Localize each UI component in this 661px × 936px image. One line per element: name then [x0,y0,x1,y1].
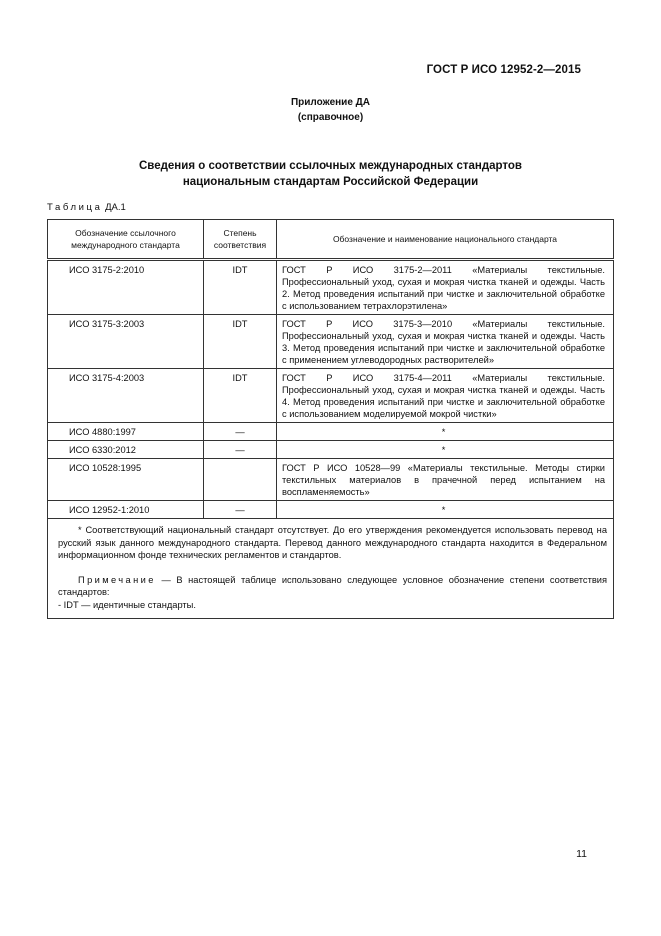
cell-degree: IDT [204,369,277,423]
table-notes [48,519,614,619]
note-item: - IDT — идентичные стандарты. [58,599,196,610]
cell-reference: ИСО 4880:1997 [48,423,204,441]
cell-reference: ИСО 6330:2012 [48,441,204,459]
cell-degree: — [204,423,277,441]
table-row [48,501,614,519]
cell-reference: ИСО 3175-3:2003 [48,315,204,369]
cell-reference: ИСО 3175-4:2003 [48,369,204,423]
header-national-standard: Обозначение и наименование национального стандарта [277,220,614,260]
cell-degree: — [204,501,277,519]
header-reference-standard: Обозначение ссылочного международного стандарта [48,220,204,260]
cell-reference: ИСО 3175-2:2010 [48,260,204,315]
cell-national: ГОСТ Р ИСО 10528—99 «Материалы текстильные. Методы стирки текстильных материалов в прачечной перед испытанием на воспламеняемость» [277,459,614,501]
header-degree: Степень соответствия [204,220,277,260]
cell-reference: ИСО 12952-1:2010 [48,501,204,519]
table-row [48,459,614,501]
cell-national: ГОСТ Р ИСО 3175-4—2011 «Материалы текстильные. Профессиональный уход, сухая и мокрая чистка тканей и одежды. Часть 4. Метод проведения испытаний при чистке и заключительной обработке с использованием моделируемой мокрой чистки» [277,369,614,423]
table-header-row [48,220,614,260]
table-caption-number: ДА.1 [105,202,126,213]
cell-national: * [277,423,614,441]
note-label: Примечание [78,574,156,585]
cell-reference: ИСО 10528:1995 [48,459,204,501]
cell-degree: — [204,441,277,459]
table-row [48,441,614,459]
table-row [48,369,614,423]
cell-national: * [277,441,614,459]
appendix-heading [0,95,661,125]
section-title-line-1: Сведения о соответствии ссылочных международных стандартов [138,160,522,172]
table-row [48,423,614,441]
section-title [0,158,661,190]
table-caption-label: Таблица [47,202,103,213]
cell-national: * [277,501,614,519]
table-row [48,315,614,369]
table-note [58,574,607,599]
table-footnote: * Соответствующий национальный стандарт отсутствует. До его утверждения рекомендуется использовать перевод на русский язык данного международного стандарта. Перевод данного международного стандарта находится в Федеральном информационном фонде технических регламентов и стандартов. [58,525,607,560]
document-code: ГОСТ Р ИСО 12952-2—2015 [426,64,581,76]
section-title-line-2: национальным стандартам Российской Федерации [182,176,479,188]
correspondence-table [47,219,614,619]
page-number: 11 [576,848,587,860]
table-caption [47,202,126,213]
cell-national: ГОСТ Р ИСО 3175-3—2010 «Материалы текстильные. Профессиональный уход, сухая и мокрая чистка тканей и одежды. Часть 3. Метод проведения испытаний при чистке и заключительной обработке с применением углеводородных растворителей» [277,315,614,369]
table-notes-row [48,519,614,619]
appendix-title: Приложение ДА [290,97,371,108]
appendix-subtitle: (справочное) [297,112,364,123]
cell-national: ГОСТ Р ИСО 3175-2—2011 «Материалы текстильные. Профессиональный уход, сухая и мокрая чистка тканей и одежды. Часть 2. Метод проведения испытаний при чистке и заключительной обработке с использованием тетрахлорэтилена» [277,260,614,315]
table-row [48,260,614,315]
cell-degree: IDT [204,260,277,315]
cell-degree [204,459,277,501]
cell-degree: IDT [204,315,277,369]
note-text: — В настоящей таблице использовано следующее условное обозначение степени соответствия стандартов: [58,574,607,597]
